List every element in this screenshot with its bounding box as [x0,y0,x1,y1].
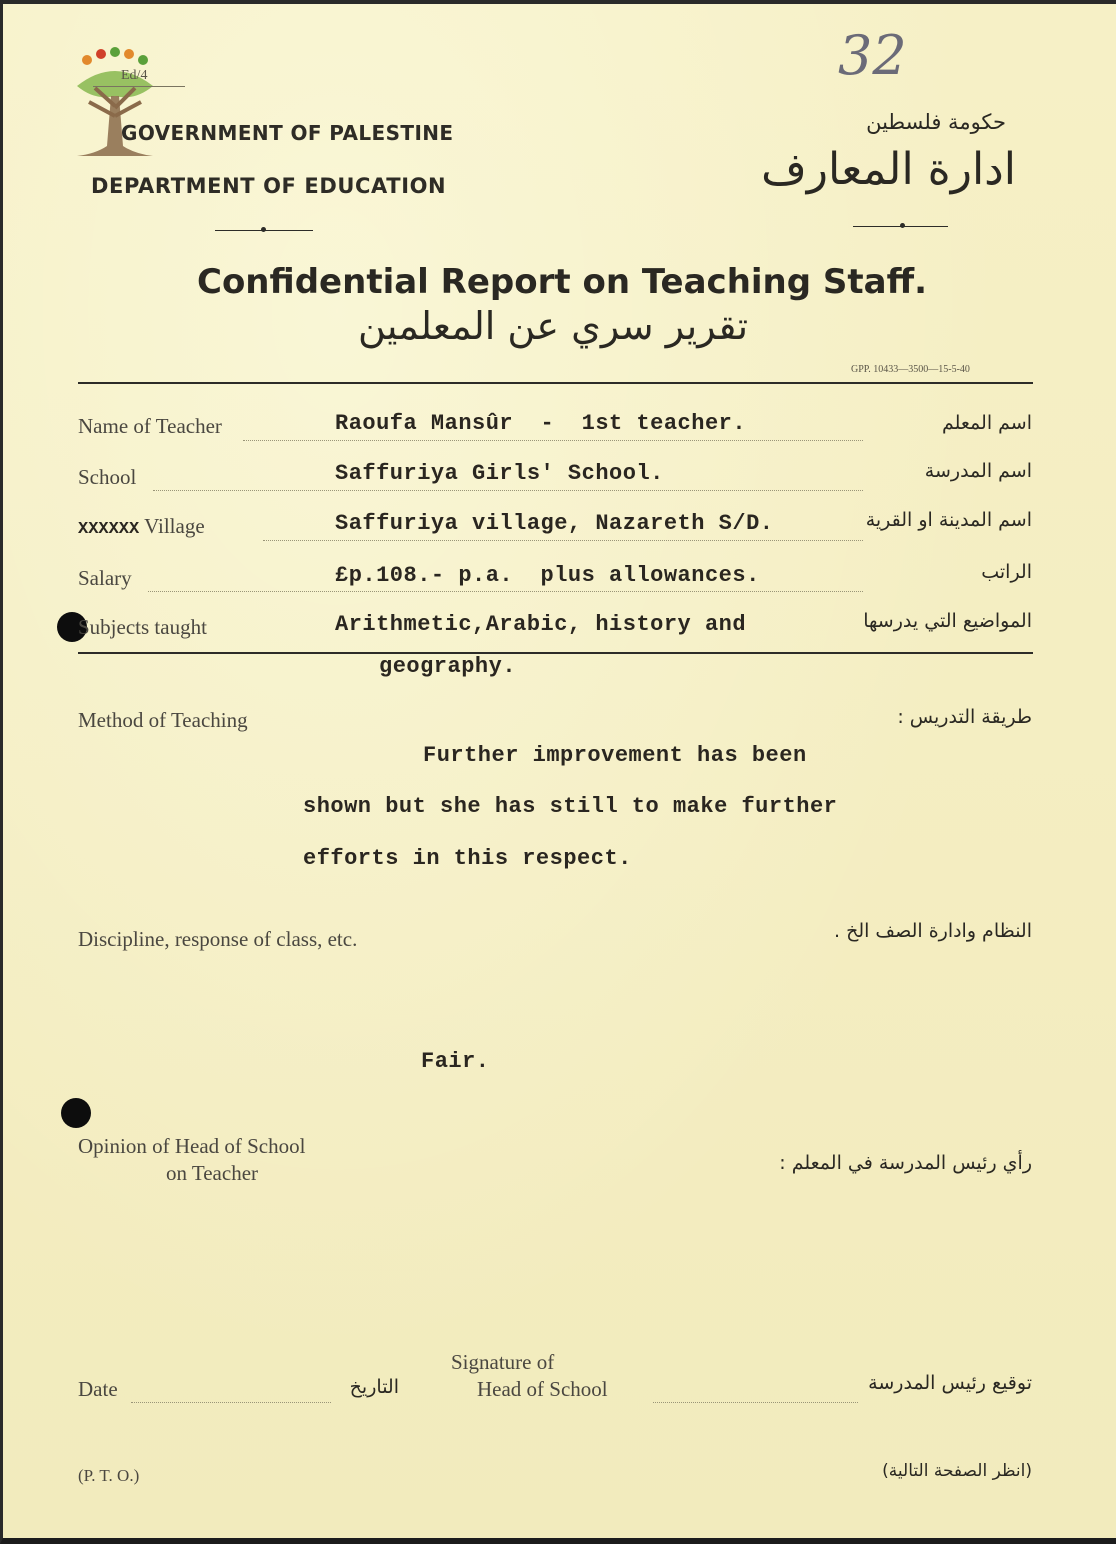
dotted-line [153,490,863,491]
label-opinion-on-teacher: on Teacher [166,1161,259,1185]
divider-dot [900,223,905,228]
dotted-line [243,440,863,441]
value-school: Saffuriya Girls' School. [335,461,664,486]
label-date: Date [78,1377,118,1401]
divider-dot [261,227,266,232]
print-code: GPP. 10433—3500—15-5-40 [851,364,970,375]
dotted-line [148,591,863,592]
label-opinion-of-head: Opinion of Head of School [78,1134,306,1158]
label-school-arabic: اسم المدرسة [924,460,1032,482]
method-text-line-3: efforts in this respect. [303,846,632,871]
pto-label-arabic: (انظر الصفحة التالية) [882,1461,1032,1481]
label-school: School [78,465,137,489]
title-rule [78,382,1033,384]
label-date-arabic: التاريخ [349,1376,399,1398]
dotted-line [131,1402,331,1403]
value-village: Saffuriya village, Nazareth S/D. [335,511,774,536]
label-method-of-teaching-arabic: طريقة التدريس : [897,706,1032,728]
form-number-underline [93,86,185,87]
value-subjects-continued: geography. [379,654,517,679]
label-salary: Salary [78,566,132,590]
label-subjects-taught-arabic: المواضيع التي يدرسها [863,610,1032,632]
value-subjects: Arithmetic,Arabic, history and [335,612,747,637]
label-village-arabic: اسم المدينة او القرية [865,509,1032,531]
label-signature-of: Signature of [451,1350,555,1374]
pto-label: (P. T. O.) [78,1466,140,1485]
struck-text: XXXXXX [78,520,140,539]
form-number: Ed/4 [121,68,148,83]
label-signature-arabic: توقيع رئيس المدرسة [868,1372,1032,1394]
dotted-line [653,1402,858,1403]
government-title-arabic: حكومة فلسطين [866,110,1006,134]
department-title-arabic: ادارة المعارف [761,144,1016,195]
label-head-of-school: Head of School [477,1377,608,1401]
label-name-of-teacher: Name of Teacher [78,414,222,438]
discipline-value: Fair. [421,1049,490,1074]
report-title-arabic: تقرير سري عن المعلمين [357,304,749,348]
label-method-of-teaching: Method of Teaching [78,708,248,732]
label-subjects-taught: Subjects taught [78,615,207,639]
value-salary: £p.108.- p.a. plus allowances. [335,563,760,588]
fields-rule [78,652,1033,654]
label-village-text: Village [144,514,205,538]
tree-logo-icon [65,46,165,166]
label-salary-arabic: الراتب [981,561,1032,583]
department-title: DEPARTMENT OF EDUCATION [91,174,447,198]
page-number: 32 [838,24,907,87]
punch-hole [61,1098,91,1128]
report-title: Confidential Report on Teaching Staff. [197,262,928,302]
value-teacher-name: Raoufa Mansûr - 1st teacher. [335,411,747,436]
label-name-of-teacher-arabic: اسم المعلم [941,412,1032,434]
label-discipline: Discipline, response of class, etc. [78,927,358,951]
dotted-line [263,540,863,541]
label-opinion-arabic: رأي رئيس المدرسة في المعلم : [779,1152,1032,1174]
method-text-line-2: shown but she has still to make further [303,794,838,819]
method-text-line-1: Further improvement has been [423,743,807,768]
label-village [78,514,205,539]
label-discipline-arabic: النظام وادارة الصف الخ . [833,920,1032,942]
government-title: GOVERNMENT OF PALESTINE [121,121,454,145]
